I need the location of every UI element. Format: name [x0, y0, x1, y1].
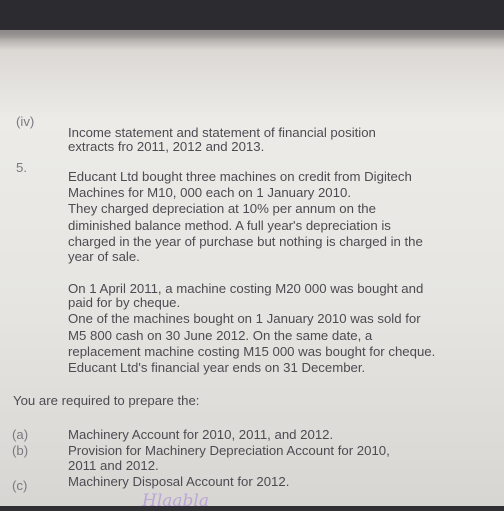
question-5-label: 5.	[16, 160, 27, 175]
q5-para2-line-5: replacement machine costing M15 000 was bought for cheque.	[68, 344, 436, 359]
part-a-line-1: Machinery Account for 2010, 2011, and 2012.	[68, 427, 334, 442]
q5-para2-line-3: One of the machines bought on 1 January 2010 was sold for	[68, 311, 421, 326]
q5-para2-line-1: On 1 April 2011, a machine costing M20 000 was bought and	[68, 281, 424, 296]
q5-para2-line-2: paid for by cheque.	[68, 295, 181, 310]
q5-para1-line-3: They charged depreciation at 10% per annum on the	[68, 201, 376, 216]
item-iv-line-2: extracts fro 2011, 2012 and 2013.	[68, 139, 265, 154]
top-shadow	[0, 0, 504, 30]
q5-para2-line-6: Educant Ltd's financial year ends on 31 December.	[68, 360, 366, 375]
part-b-line-1: Provision for Machinery Depreciation Account for 2010,	[68, 443, 390, 458]
handwritten-annotation: Hlaabla	[142, 491, 209, 511]
q5-para1-line-6: year of sale.	[68, 249, 140, 264]
part-c-label: (c)	[12, 478, 28, 493]
part-b-line-2: 2011 and 2012.	[68, 458, 159, 473]
item-iv-line-1: Income statement and statement of financial position	[68, 125, 376, 140]
q5-para1-line-2: Machines for M10, 000 each on 1 January 2010.	[68, 185, 351, 200]
part-b-label: (b)	[12, 443, 29, 458]
q5-para1-line-1: Educant Ltd bought three machines on credit from Digitech	[68, 169, 412, 184]
q5-para2-line-4: M5 800 cash on 30 June 2012. On the same date, a	[68, 328, 373, 343]
item-iv-label: (iv)	[16, 114, 35, 129]
part-a-label: (a)	[12, 427, 29, 442]
part-c-line-1: Machinery Disposal Account for 2012.	[68, 474, 290, 489]
q5-para1-line-4: diminished balance method. A full year's depreciation is	[68, 218, 391, 233]
top-glow	[0, 30, 504, 50]
q5-para1-line-5: charged in the year of purchase but nothing is charged in the	[68, 234, 423, 249]
required-heading: You are required to prepare the:	[13, 393, 200, 408]
